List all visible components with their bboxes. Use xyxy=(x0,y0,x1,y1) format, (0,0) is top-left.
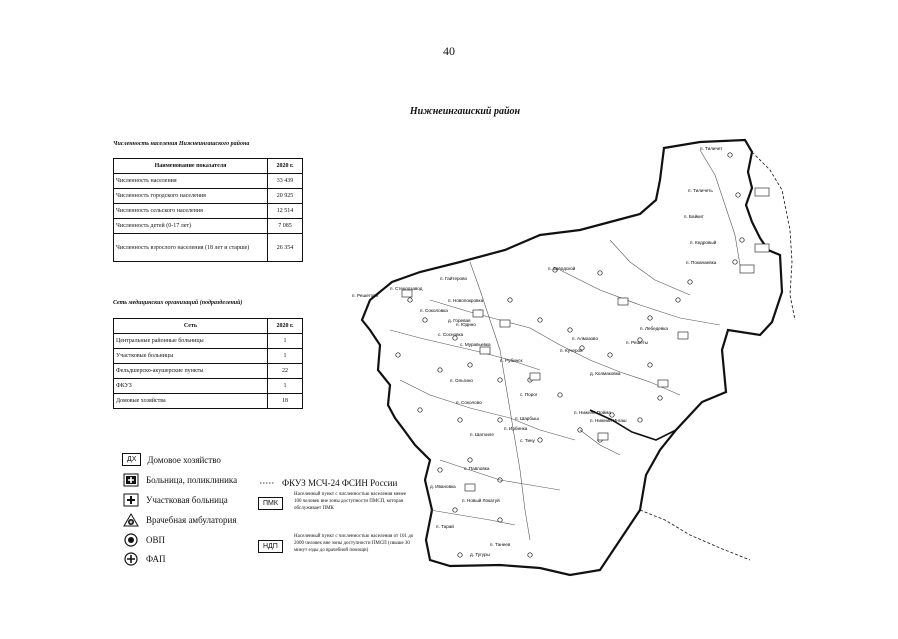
district-title: Нижнеингашский район xyxy=(409,106,521,117)
row-label: Численность населения xyxy=(114,174,268,189)
place-label: п. Лебедевка xyxy=(640,326,668,331)
legend-ambulatory xyxy=(122,513,237,527)
place-label: п. Решеты xyxy=(626,340,648,345)
place-label: д. Горевая xyxy=(448,318,471,323)
table-row xyxy=(114,349,303,364)
place-label: п. Тиличеть xyxy=(688,188,713,193)
row-value: 1 xyxy=(268,349,303,364)
table-row xyxy=(114,219,303,234)
table-row xyxy=(114,379,303,394)
place-label: п. Ирбинка xyxy=(504,426,528,431)
row-value: 1 xyxy=(268,379,303,394)
legend-fap-label: ФАП xyxy=(146,554,166,564)
legend-fkuz xyxy=(258,476,397,490)
legend-ovp xyxy=(122,533,165,547)
table-row xyxy=(114,204,303,219)
place-label: п. Шатхиле xyxy=(470,432,494,437)
place-label: с. Порог xyxy=(520,392,538,397)
row-label: ФКУЗ xyxy=(114,379,268,394)
place-label: с. Тину xyxy=(520,438,535,443)
place-label: д. Ивановка xyxy=(430,484,456,489)
legend-pmk-note: Населенный пункт с численностью населения менее 100 человек вне зоны доступности ПМСП, которая обслуживает ПМК xyxy=(294,492,407,511)
place-label: п. Нижний Ингаш xyxy=(590,418,627,423)
row-value: 18 xyxy=(268,394,303,409)
legend-district-hospital-label: Участковая больница xyxy=(146,495,228,505)
district-boundary xyxy=(362,140,782,575)
place-label: п. Нижняя Пойма xyxy=(574,410,611,415)
row-label: Фельдшерско-акушерские пункты xyxy=(114,364,268,379)
place-label: п. Танеев xyxy=(490,542,511,547)
row-label: Центральные районные больницы xyxy=(114,334,268,349)
table-row xyxy=(114,394,303,409)
place-label: п. Шарбыш xyxy=(515,416,539,421)
place-label: п. Новопокровка xyxy=(448,298,484,303)
fap-icon xyxy=(122,552,140,566)
place-label: п. Решетово xyxy=(352,293,379,298)
place-label: с. Муравьевка xyxy=(460,342,491,347)
legend-fap xyxy=(122,552,166,566)
table-row xyxy=(114,174,303,189)
place-label: п. Кучеров xyxy=(560,348,583,353)
fkuz-icon xyxy=(258,476,276,490)
legend-ndp-note: Населенный пункт с численностью населения от 101 до 2000 человек вне зоны доступности ПМСП (свыше 30 минут езды до врачебной помощи) xyxy=(294,534,414,553)
row-value: 1 xyxy=(268,334,303,349)
network-table xyxy=(113,318,303,409)
legend-fkuz-label: ФКУЗ МСЧ-24 ФСИН России xyxy=(282,478,398,488)
network-header-label: Сеть xyxy=(114,319,268,334)
population-header-label: Наименование показателя xyxy=(114,159,268,174)
population-table xyxy=(113,158,303,262)
legend-hospital-label: Больница, поликлиника xyxy=(146,475,238,485)
page-number: 40 xyxy=(443,44,455,58)
legend-district-hospital xyxy=(122,493,228,507)
row-value: 20 925 xyxy=(268,189,303,204)
place-label: п. Заводской xyxy=(548,266,576,271)
row-label: Численность детей (0-17 лет) xyxy=(114,219,268,234)
row-value: 22 xyxy=(268,364,303,379)
row-label: Численность взрослого населения (18 лет и старше) xyxy=(114,234,268,262)
row-label: Участковые больницы xyxy=(114,349,268,364)
place-label: п. Тарай xyxy=(436,524,454,529)
ovp-icon xyxy=(122,533,140,547)
southern-border xyxy=(640,510,750,560)
table-row xyxy=(114,234,303,262)
place-label: п. Алмазово xyxy=(572,336,598,341)
place-label: п. Тиличет xyxy=(700,146,723,151)
place-label: п. Соколово xyxy=(456,400,482,405)
hospital-icon xyxy=(122,473,140,487)
row-label: Численность городского населения xyxy=(114,189,268,204)
place-label: п. Новый Локатуй xyxy=(462,498,500,503)
place-label: п. Стеклозавод xyxy=(390,286,423,291)
place-label: п. Рубинск xyxy=(500,358,523,363)
place-label: п. Юдино xyxy=(456,322,476,327)
legend-ovp-label: ОВП xyxy=(146,535,166,545)
row-value: 12 514 xyxy=(268,204,303,219)
place-label: п. Соколовка xyxy=(420,308,448,313)
home-icon: ДХ xyxy=(122,453,141,466)
place-label: с. Сосновка xyxy=(438,332,464,337)
place-label: д. Тугуры xyxy=(470,552,490,557)
place-label: п. Байкит xyxy=(684,214,704,219)
pmk-box-icon: ПМК xyxy=(258,497,283,510)
place-label: с. Павловка xyxy=(464,466,490,471)
ndp-box-icon: НДП xyxy=(258,540,283,553)
row-value: 7 085 xyxy=(268,219,303,234)
legend-home xyxy=(122,453,221,466)
place-label: п. Ольгино xyxy=(450,378,473,383)
table-row xyxy=(114,364,303,379)
row-value: 33 439 xyxy=(268,174,303,189)
row-label: Домовые хозяйства xyxy=(114,394,268,409)
population-caption: Численность населения Нижнеингашского района xyxy=(113,141,250,147)
row-value: 26 354 xyxy=(268,234,303,262)
roads xyxy=(390,150,740,540)
ambulatory-icon xyxy=(122,513,140,527)
population-header-year: 2020 г. xyxy=(268,159,303,174)
row-label: Численность сельского населения xyxy=(114,204,268,219)
network-caption: Сеть медицинских организаций (подразделений) xyxy=(113,300,243,306)
place-label: п. Поканаевка xyxy=(686,260,717,265)
place-label: п. Гайтерово xyxy=(440,276,468,281)
place-label: п. Кедровый xyxy=(690,240,717,245)
legend-ambulatory-label: Врачебная амбулатория xyxy=(146,515,237,525)
place-label: д. Колмаковка xyxy=(590,371,621,376)
table-row xyxy=(114,334,303,349)
table-row xyxy=(114,189,303,204)
legend-hospital xyxy=(122,473,237,487)
district-hospital-icon xyxy=(122,493,140,507)
legend-home-label: Домовое хозяйство xyxy=(147,454,221,465)
network-header-year: 2020 г. xyxy=(268,319,303,334)
